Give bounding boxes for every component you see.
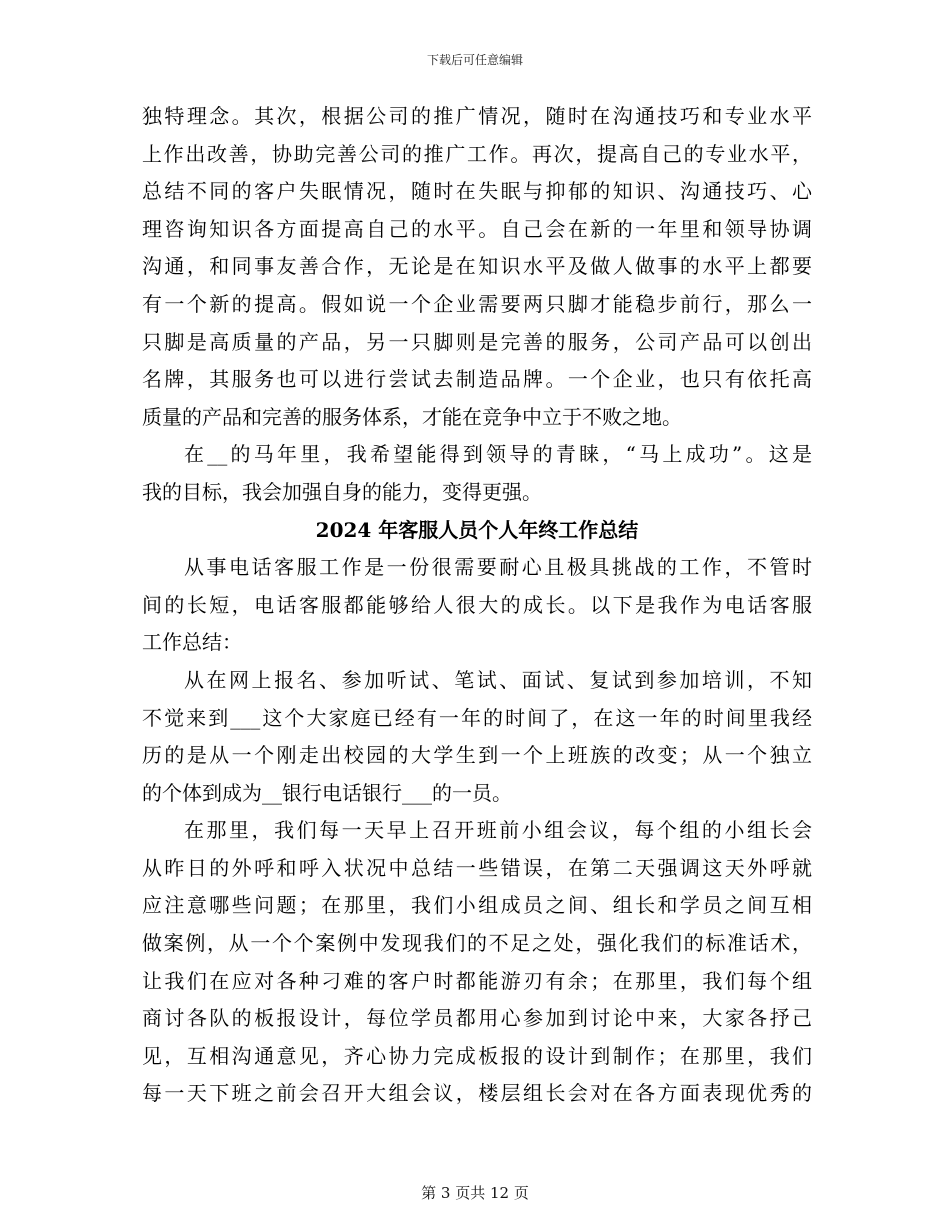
body-line: 商讨各队的板报设计，每位学员都用心参加到讨论中来，大家各抒己 [142,1006,812,1031]
body-line: 只脚是高质量的产品，另一只脚则是完善的服务，公司产品可以创出 [142,329,812,354]
body-line: 上作出改善，协助完善公司的推广工作。再次，提高自己的专业水平， [142,141,812,166]
body-line: 应注意哪些问题；在那里，我们小组成员之间、组长和学员之间互相 [142,893,812,918]
paragraph-first-line: 从事电话客服工作是一份很需要耐心且极具挑战的工作，不管时 [184,555,812,580]
body-line: 从昨日的外呼和呼入状况中总结一些错误，在第二天强调这天外呼就 [142,855,812,880]
body-line: 让我们在应对各种刁难的客户时都能游刃有余；在那里，我们每个组 [142,968,812,993]
page-header: 下载后可任意编辑 [426,53,523,67]
paragraph-first-line: 在那里，我们每一天早上召开班前小组会议，每个组的小组长会 [184,818,812,843]
body-line: 总结不同的客户失眠情况，随时在失眠与抑郁的知识、沟通技巧、心 [142,179,812,204]
paragraph-first-line: 从在网上报名、参加听试、笔试、面试、复试到参加培训，不知 [184,667,812,692]
body-line: 质量的产品和完善的服务体系，才能在竞争中立于不败之地。 [142,404,682,429]
body-line: 沟通，和同事友善合作，无论是在知识水平及做人做事的水平上都要 [142,254,812,279]
body-line: 不觉来到___这个大家庭已经有一年的时间了，在这一年的时间里我经 [142,705,812,730]
body-line: 独特理念。其次，根据公司的推广情况，随时在沟通技巧和专业水平 [142,104,812,128]
section-title: 2024 年客服人员个人年终工作总结 [315,517,639,542]
body-line: 的个体到成为__银行电话银行___的一员。 [142,780,512,805]
body-line: 见，互相沟通意见，齐心协力完成板报的设计到制作；在那里，我们 [142,1043,812,1068]
document-body [142,98,812,1113]
body-line: 有一个新的提高。假如说一个企业需要两只脚才能稳步前行，那么一 [142,291,812,316]
body-line: 理咨询知识各方面提高自己的水平。自己会在新的一年里和领导协调 [142,216,812,241]
body-line: 做案例，从一个个案例中发现我们的不足之处，强化我们的标准话术， [142,931,812,956]
body-line: 名牌，其服务也可以进行尝试去制造品牌。一个企业，也只有依托高 [142,367,812,392]
page-footer: 第 3 页共 12 页 [421,1184,529,1202]
body-line: 我的目标，我会加强自身的能力，变得更强。 [142,479,542,504]
body-line: 间的长短，电话客服都能够给人很大的成长。以下是我作为电话客服 [142,592,812,617]
body-line: 每一天下班之前会召开大组会议，楼层组长会对在各方面表现优秀的 [142,1081,812,1106]
body-line: 历的是从一个刚走出校园的大学生到一个上班族的改变；从一个独立 [142,743,812,768]
paragraph-first-line: 在__的马年里，我希望能得到领导的青睐，“马上成功”。这是 [184,442,812,467]
body-line: 工作总结： [142,630,242,655]
